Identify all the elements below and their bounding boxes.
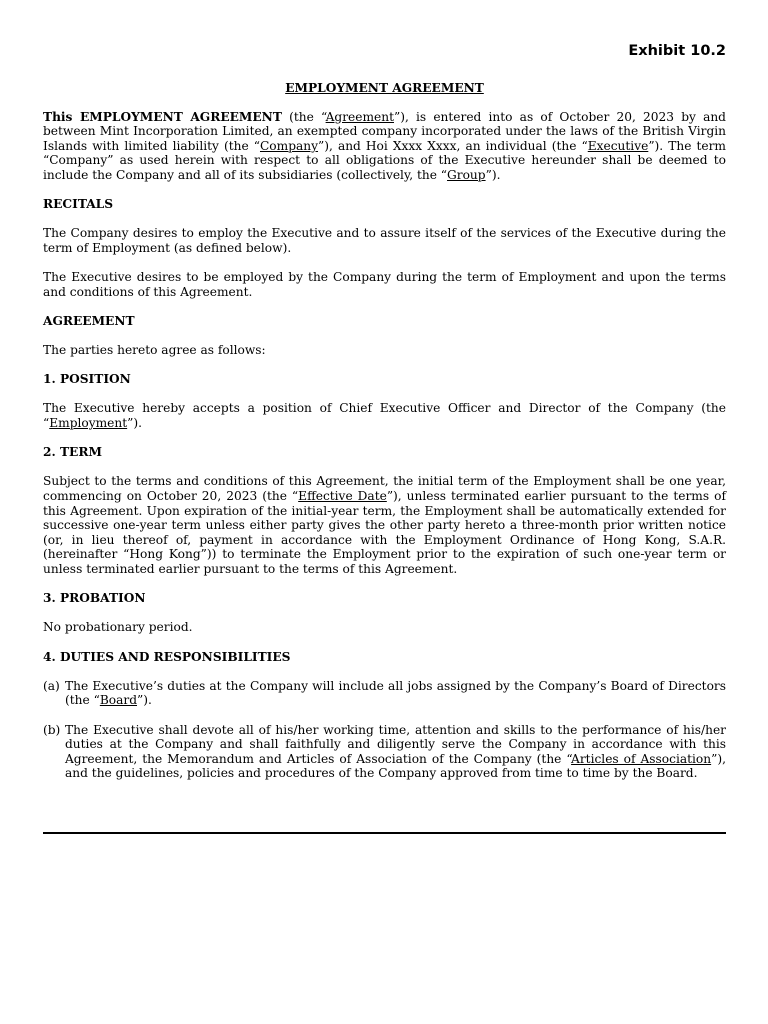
- duties-item-b-text: [65, 723, 726, 781]
- duties-b-text-2: ”), and the guidelines, policies and procedures of the Company approved from time to time by the Board.: [65, 751, 726, 781]
- duties-item-a: [43, 679, 726, 708]
- intro-lead: This EMPLOYMENT AGREEMENT: [43, 109, 282, 124]
- recitals-paragraph-2: The Executive desires to be employed by the Company during the term of Employment and upon the terms and conditions of this Agreement.: [43, 270, 726, 299]
- position-paragraph: [43, 401, 726, 430]
- duties-item-a-label: (a): [43, 678, 60, 693]
- intro-text-3: ”), and Hoi Xxxx Xxxx, an individual (the “: [318, 138, 588, 153]
- document-body: [43, 81, 726, 796]
- duties-item-b: [43, 723, 726, 781]
- defined-term-employment: Employment: [49, 416, 128, 431]
- defined-term-agreement: Agreement: [325, 109, 394, 124]
- position-text-1: The Executive hereby accepts a position of Chief Executive Officer and Director of the Company (the “: [43, 401, 726, 431]
- term-heading: 2. TERM: [43, 445, 102, 460]
- duties-item-b-label: (b): [43, 722, 61, 737]
- duties-heading: 4. DUTIES AND RESPONSIBILITIES: [43, 649, 291, 664]
- defined-term-board: Board: [99, 693, 138, 708]
- probation-paragraph: No probationary period.: [43, 620, 193, 635]
- intro-text-1: (the “: [281, 109, 326, 124]
- recitals-heading: RECITALS: [43, 197, 114, 212]
- agreement-paragraph: The parties hereto agree as follows:: [43, 343, 266, 358]
- intro-text-2: ”), is entered into as of October 20, 2023 by and between Mint Incorporation Limited, an exempted company incorporated under the laws of the British Virgin Islands with limited liability (the “: [43, 109, 726, 153]
- term-text-1: Subject to the terms and conditions of this Agreement, the initial term of the Employment shall be one year, commencing on October 20, 2023 (the “: [43, 474, 726, 504]
- intro-text-4: ”). The term “Company” as used herein with respect to all obligations of the Executive hereunder shall be deemed to include the Company and all of its subsidiaries (collectively, the “: [43, 138, 726, 182]
- defined-term-group: Group: [447, 167, 486, 182]
- duties-a-text-2: ”).: [137, 693, 152, 708]
- position-heading: 1. POSITION: [43, 372, 131, 387]
- duties-item-a-text: [65, 679, 726, 708]
- defined-term-effective-date: Effective Date: [298, 489, 387, 504]
- intro-text-5: ”).: [485, 167, 501, 182]
- defined-term-articles: Articles of Association: [571, 751, 712, 766]
- probation-heading: 3. PROBATION: [43, 591, 146, 606]
- position-text-2: ”).: [127, 416, 143, 431]
- document-title: EMPLOYMENT AGREEMENT: [285, 81, 484, 95]
- defined-term-executive: Executive: [587, 138, 649, 153]
- term-text-2: ”), unless terminated earlier pursuant to the terms of this Agreement. Upon expiration of the initial-year term, the Employment shall be automatically extended for successive one-year term unless either party gives the other party hereto a three-month prior written notice (or, in lieu thereof of, payment in accordance with the Employment Ordinance of Hong Kong, S.A.R. (hereinafter “Hong Kong”)) to terminate the Employment prior to the expiration of such one-year term or unless terminated earlier pursuant to the terms of this Agreement.: [43, 489, 726, 576]
- duties-b-text-1: The Executive shall devote all of his/her working time, attention and skills to the performance of his/her duties at the Company and shall faithfully and diligently serve the Company in accordance with this Agreement, the Memorandum and Articles of Association of the Company (the “: [65, 722, 726, 766]
- term-paragraph: [43, 474, 726, 576]
- page-divider: [43, 832, 726, 834]
- defined-term-company: Company: [259, 138, 319, 153]
- agreement-heading: AGREEMENT: [43, 313, 135, 328]
- intro-paragraph: [43, 110, 726, 183]
- duties-a-text-1: The Executive’s duties at the Company will include all jobs assigned by the Company’s Board of Directors (the “: [65, 678, 726, 708]
- recitals-paragraph-1: The Company desires to employ the Executive and to assure itself of the services of the Executive during the term of Employment (as defined below).: [43, 226, 726, 255]
- exhibit-label: Exhibit 10.2: [628, 43, 726, 59]
